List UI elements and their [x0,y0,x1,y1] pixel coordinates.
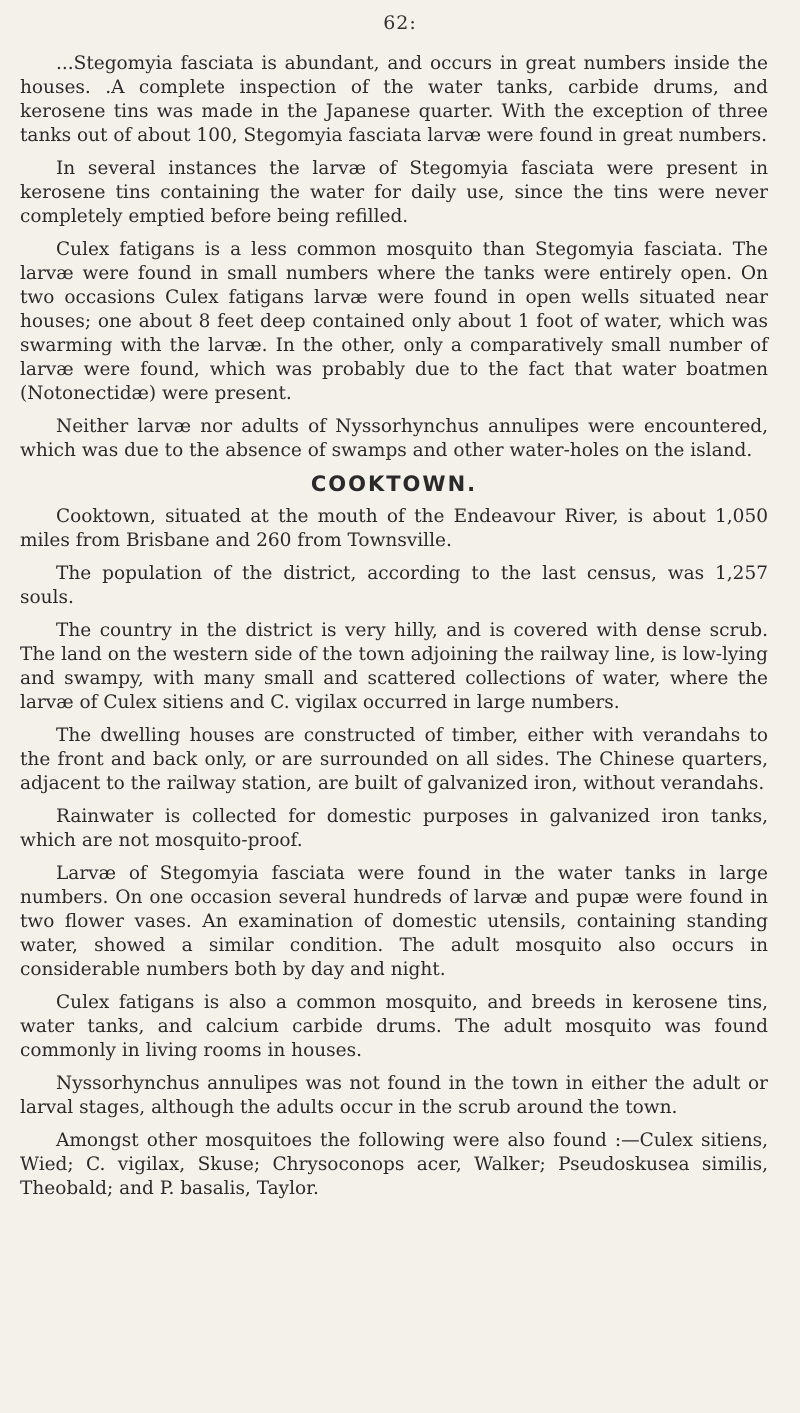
paragraph: The dwelling houses are constructed of timber, either with verandahs to the front and back only, or are surrounded on all sides. The Chinese quarters, adjacent to the railway station, are built of galvanized iron, without verandahs. [20,725,768,794]
section-heading: COOKTOWN. [310,472,478,496]
page-number: 62: [383,12,417,34]
body-text [20,52,768,1210]
paragraph: Culex fatigans is also a common mosquito, and breeds in kerosene tins, water tanks, and calcium carbide drums. The adult mosquito was found commonly in living rooms in houses. [20,992,768,1061]
paragraph: Culex fatigans is a less common mosquito than Stegomyia fasciata. The larvæ were found in small numbers where the tanks were entirely open. On two occasions Culex fatigans larvæ were found in open wells situated near houses; one about 8 feet deep contained only about 1 foot of water, which was swarming with the larvæ. In the other, only a comparatively small number of larvæ were found, which was probably due to the fact that water boatmen (Notonectidæ) were present. [20,239,768,404]
paragraph: The population of the district, according to the last census, was 1,257 souls. [20,563,768,608]
paragraph: Amongst other mosquitoes the following were also found :—Culex sitiens, Wied; C. vigilax, Skuse; Chrysoconops acer, Walker; Pseudoskusea similis, Theobald; and P. basalis, Taylor. [20,1130,768,1199]
paragraph: Nyssorhynchus annulipes was not found in the town in either the adult or larval stages, although the adults occur in the scrub around the town. [20,1073,768,1118]
paragraph: The country in the district is very hilly, and is covered with dense scrub. The land on the western side of the town adjoining the railway line, is low-lying and swampy, with many small and scattered collections of water, where the larvæ of Culex sitiens and C. vigilax occurred in large numbers. [20,620,768,713]
paragraph: Cooktown, situated at the mouth of the Endeavour River, is about 1,050 miles from Brisbane and 260 from Townsville. [20,506,768,551]
paragraph: Neither larvæ nor adults of Nyssorhynchus annulipes were encountered, which was due to the absence of swamps and other water-holes on the island. [20,416,768,461]
paragraph: In several instances the larvæ of Stegomyia fasciata were present in kerosene tins containing the water for daily use, since the tins were never completely emptied before being refilled. [20,158,768,227]
paragraph: ...Stegomyia fasciata is abundant, and occurs in great numbers inside the houses. .A complete inspection of the water tanks, carbide drums, and kerosene tins was made in the Japanese quarter. With the exception of three tanks out of about 100, Stegomyia fasciata larvæ were found in great numbers. [20,53,768,146]
paragraph: Rainwater is collected for domestic purposes in galvanized iron tanks, which are not mosquito-proof. [20,806,768,851]
paragraph: Larvæ of Stegomyia fasciata were found in the water tanks in large numbers. On one occasion several hundreds of larvæ and pupæ were found in two flower vases. An examination of domestic utensils, containing standing water, showed a similar condition. The adult mosquito also occurs in considerable numbers both by day and night. [20,863,768,980]
